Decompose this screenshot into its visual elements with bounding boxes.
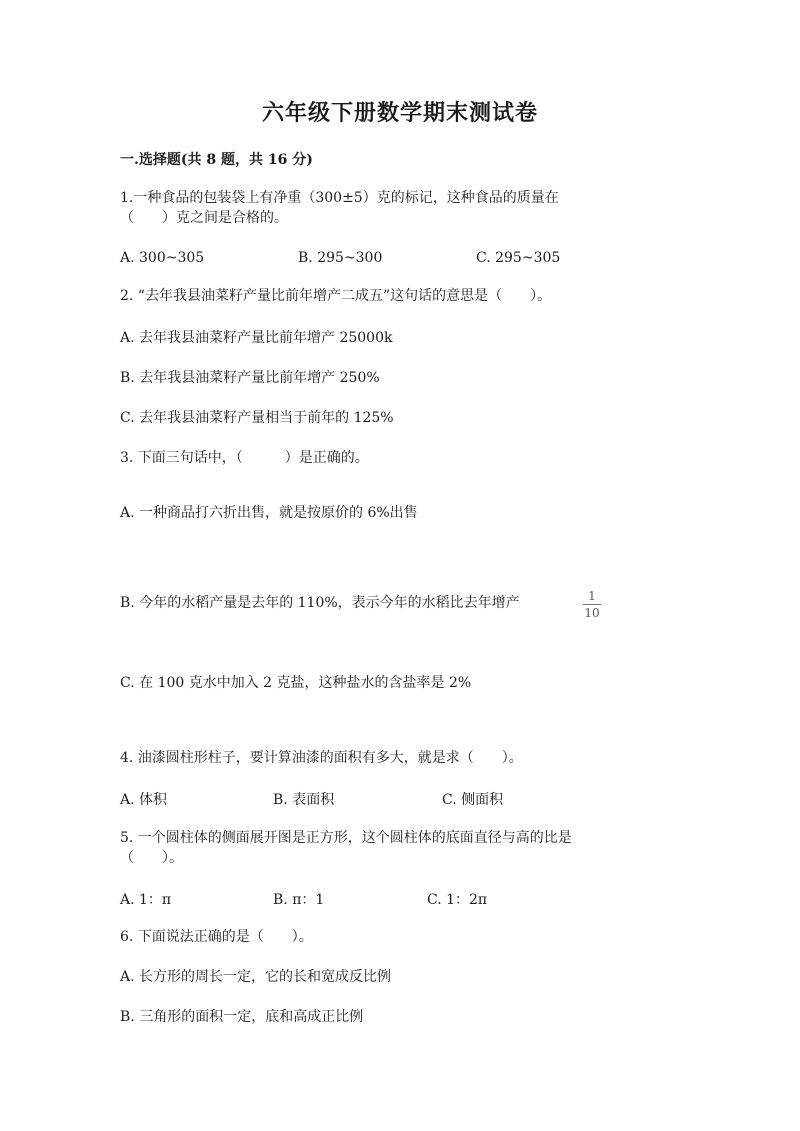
fraction-numerator: 1 <box>588 589 596 603</box>
question-1-option-c: C. 295~305 <box>476 250 561 266</box>
question-3-option-b: B. 今年的水稻产量是去年的 110%，表示今年的水稻比去年增产 <box>120 595 520 611</box>
question-4-option-c: C. 侧面积 <box>442 792 504 808</box>
question-6-stem: 6. 下面说法正确的是（ ）。 <box>120 929 313 945</box>
question-2-option-b: B. 去年我县油菜籽产量比前年增产 250% <box>120 370 380 386</box>
section-heading: 一.选择题(共 8 题，共 16 分) <box>120 152 313 168</box>
question-5-option-c: C. 1：2π <box>427 892 488 908</box>
question-4-stem: 4. 油漆圆柱形柱子，要计算油漆的面积有多大，就是求（ ）。 <box>120 750 523 766</box>
question-3-option-c: C. 在 100 克水中加入 2 克盐，这种盐水的含盐率是 2% <box>120 675 472 691</box>
question-1-option-b: B. 295~300 <box>298 250 383 266</box>
question-5-option-a: A. 1：π <box>120 892 172 908</box>
question-2-option-c: C. 去年我县油菜籽产量相当于前年的 125% <box>120 410 394 426</box>
question-2-option-a: A. 去年我县油菜籽产量比前年增产 25000k <box>120 330 393 346</box>
fraction-denominator: 10 <box>584 606 600 620</box>
question-3-stem: 3. 下面三句话中，（ ）是正确的。 <box>120 450 369 466</box>
question-1-stem-line-2: （ ）克之间是合格的。 <box>120 210 288 226</box>
question-5-option-b: B. π：1 <box>273 892 325 908</box>
question-6-option-a: A. 长方形的周长一定，它的长和宽成反比例 <box>120 969 392 985</box>
fraction-bar <box>583 604 601 605</box>
question-5-stem-line-2: （ ）。 <box>120 850 183 866</box>
question-1-option-a: A. 300~305 <box>120 250 205 266</box>
question-3-option-a: A. 一种商品打六折出售，就是按原价的 6%出售 <box>120 505 418 521</box>
question-4-option-b: B. 表面积 <box>273 792 335 808</box>
question-1-stem-line-1: 1.一种食品的包装袋上有净重（300±5）克的标记，这种食品的质量在 <box>120 190 559 206</box>
page-title: 六年级下册数学期末测试卷 <box>261 100 538 126</box>
question-5-stem-line-1: 5. 一个圆柱体的侧面展开图是正方形，这个圆柱体的底面直径与高的比是 <box>120 830 572 846</box>
question-2-stem: 2. “去年我县油菜籽产量比前年增产二成五”这句话的意思是（ ）。 <box>120 288 552 304</box>
question-6-option-b: B. 三角形的面积一定，底和高成正比例 <box>120 1009 364 1025</box>
question-4-option-a: A. 体积 <box>120 792 168 808</box>
fraction-one-tenth <box>581 589 603 620</box>
